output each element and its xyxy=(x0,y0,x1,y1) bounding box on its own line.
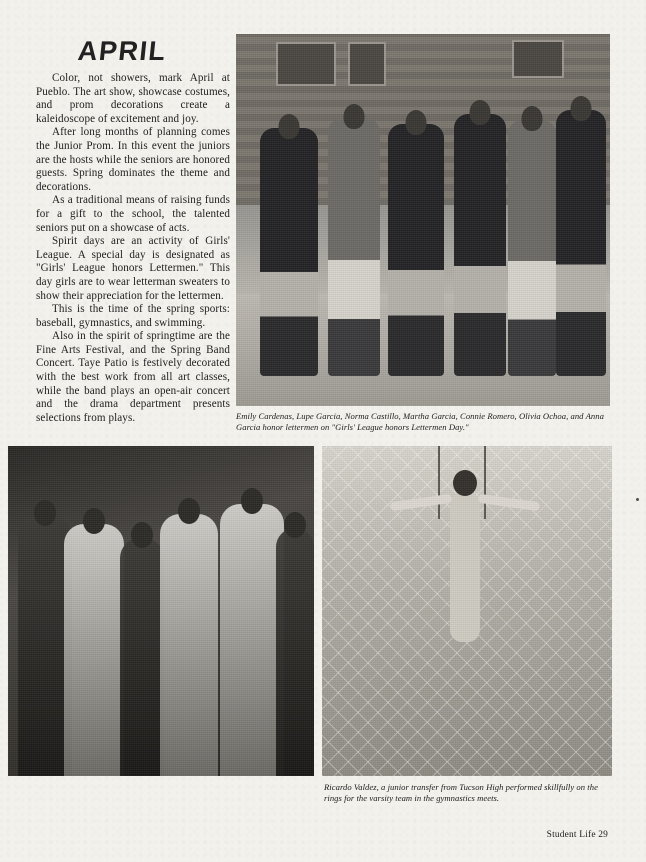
article-paragraph: Spirit days are an activity of Girls' League. A special day is designated as "Girls' League honors Lettermen." This day girls are to wear letterman sweaters to show their appreciation for the lettermen. xyxy=(36,235,230,302)
article-paragraph: This is the time of the spring sports: baseball, gymnastics, and swimming. xyxy=(36,303,230,329)
photo-grain-overlay xyxy=(322,446,612,776)
photo-junior-prom xyxy=(8,446,314,776)
page-footer: Student Life 29 xyxy=(546,830,608,840)
article-paragraph: As a traditional means of raising funds for a gift to the school, the talented seniors put on a showcase of acts. xyxy=(36,194,230,234)
article-paragraph: Color, not showers, mark April at Pueblo. The art show, showcase costumes, and prom decorations create a kaleidoscope of excitement and joy. xyxy=(36,72,230,125)
photo-grain-overlay xyxy=(8,446,314,776)
photo-grain-overlay xyxy=(236,34,610,406)
caption-girls-league: Emily Cardenas, Lupe Garcia, Norma Castillo, Martha Garcia, Connie Romero, Olivia Ochoa, and Anna Garcia honor lettermen on "Girls' League honors Lettermen Day." xyxy=(236,411,604,433)
photo-gymnastics-rings xyxy=(322,446,612,776)
article-paragraph: Also in the spirit of springtime are the Fine Arts Festival, and the Spring Band Concert. Taye Patio is festively decorated with the best work from all art classes, while the band plays an open-air concert and the drama department presents selections from plays. xyxy=(36,330,230,424)
page-title: APRIL xyxy=(76,36,169,66)
photo-girls-league xyxy=(236,34,610,406)
caption-gymnastics: Ricardo Valdez, a junior transfer from Tucson High performed skillfully on the rings for the varsity team in the gymnastics meets. xyxy=(324,782,598,804)
paper-speck xyxy=(636,498,639,501)
article-text xyxy=(36,72,230,425)
article-paragraph: After long months of planning comes the Junior Prom. In this event the juniors are the hosts while the seniors are honored guests. Spring dominates the theme and decorations. xyxy=(36,126,230,193)
